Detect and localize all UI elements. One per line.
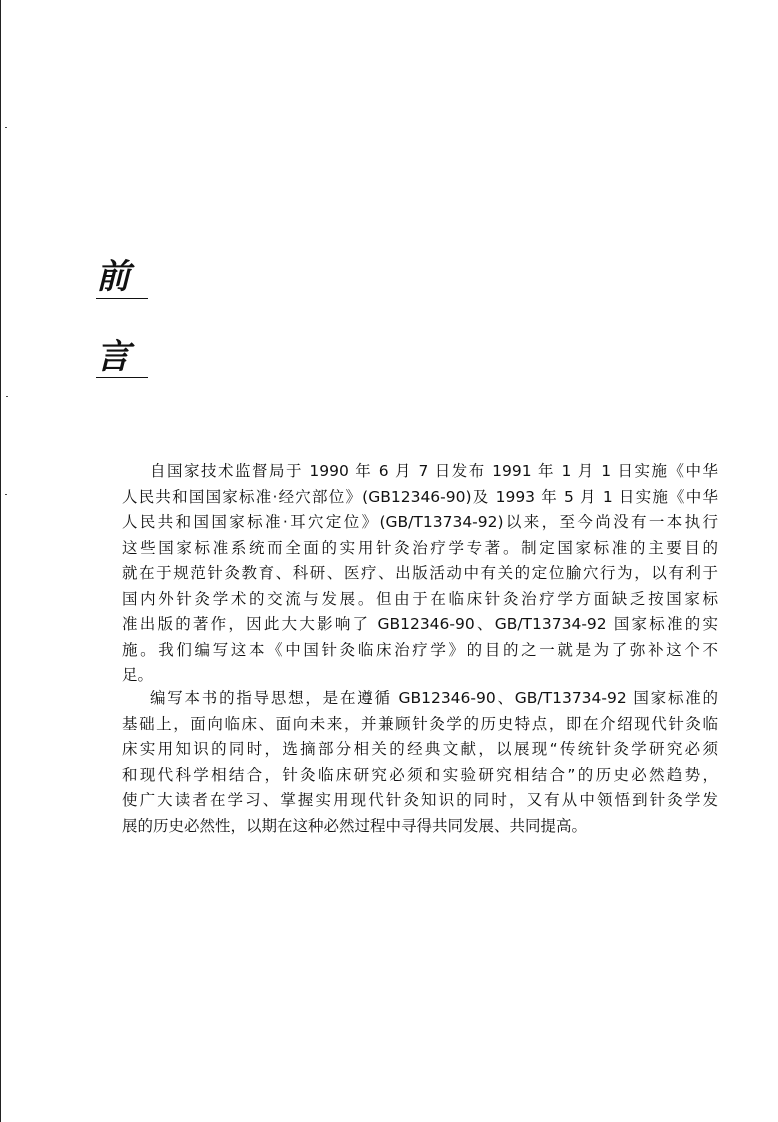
scan-speck [6, 396, 8, 397]
heading-underline [96, 298, 148, 299]
paragraph-line: 和现代科学相结合，针灸临床研究必须和实验研究相结合”的历史必然趋势， [122, 765, 718, 784]
paragraph-line: 人民共和国国家标准·经穴部位》(GB12346-90)及 1993 年 5 月 1 日实施《中华 [122, 487, 718, 506]
paragraph-line: 这些国家标准系统而全面的实用针灸治疗学专著。制定国家标准的主要目的 [122, 538, 718, 557]
scan-speck [5, 494, 7, 495]
page-edge-line [0, 0, 1, 1122]
paragraph-line: 展的历史必然性，以期在这种必然过程中寻得共同发展、共同提高。 [122, 816, 588, 835]
paragraph-line: 基础上，面向临床、面向未来，并兼顾针灸学的历史特点，即在介绍现代针灸临 [122, 714, 718, 733]
paragraph-line: 编写本书的指导思想，是在遵循 GB12346-90、GB/T13734-92 国家标准的 [150, 689, 718, 707]
paragraph-line: 准出版的著作，因此大大影响了 GB12346-90、GB/T13734-92 国家标准的实 [122, 615, 718, 633]
paragraph-line: 使广大读者在学习、掌握实用现代针灸知识的同时，又有从中领悟到针灸学发 [122, 791, 718, 809]
heading-char-1: 前 [96, 257, 130, 297]
paragraph-line: 施。我们编写这本《中国针灸临床治疗学》的目的之一就是为了弥补这个不 [122, 640, 718, 659]
paragraph-line: 国内外针灸学术的交流与发展。但由于在临床针灸治疗学方面缺乏按国家标 [122, 589, 718, 608]
scan-speck [5, 127, 7, 128]
paragraph-line: 床实用知识的同时，选摘部分相关的经典文献，以展现“传统针灸学研究必须 [122, 740, 718, 758]
paragraph-line: 自国家技术监督局于 1990 年 6 月 7 日发布 1991 年 1 月 1 日实施《中华 [150, 462, 718, 480]
paragraph-line: 就在于规范针灸教育、科研、医疗、出版活动中有关的定位腧穴行为，以有利于 [122, 564, 718, 582]
paragraph-line: 人民共和国国家标准·耳穴定位》(GB/T13734-92)以来，至今尚没有一本执行 [122, 513, 718, 531]
paragraph-line: 足。 [122, 666, 154, 684]
heading-underline [96, 377, 148, 378]
heading-char-2: 言 [96, 337, 130, 377]
